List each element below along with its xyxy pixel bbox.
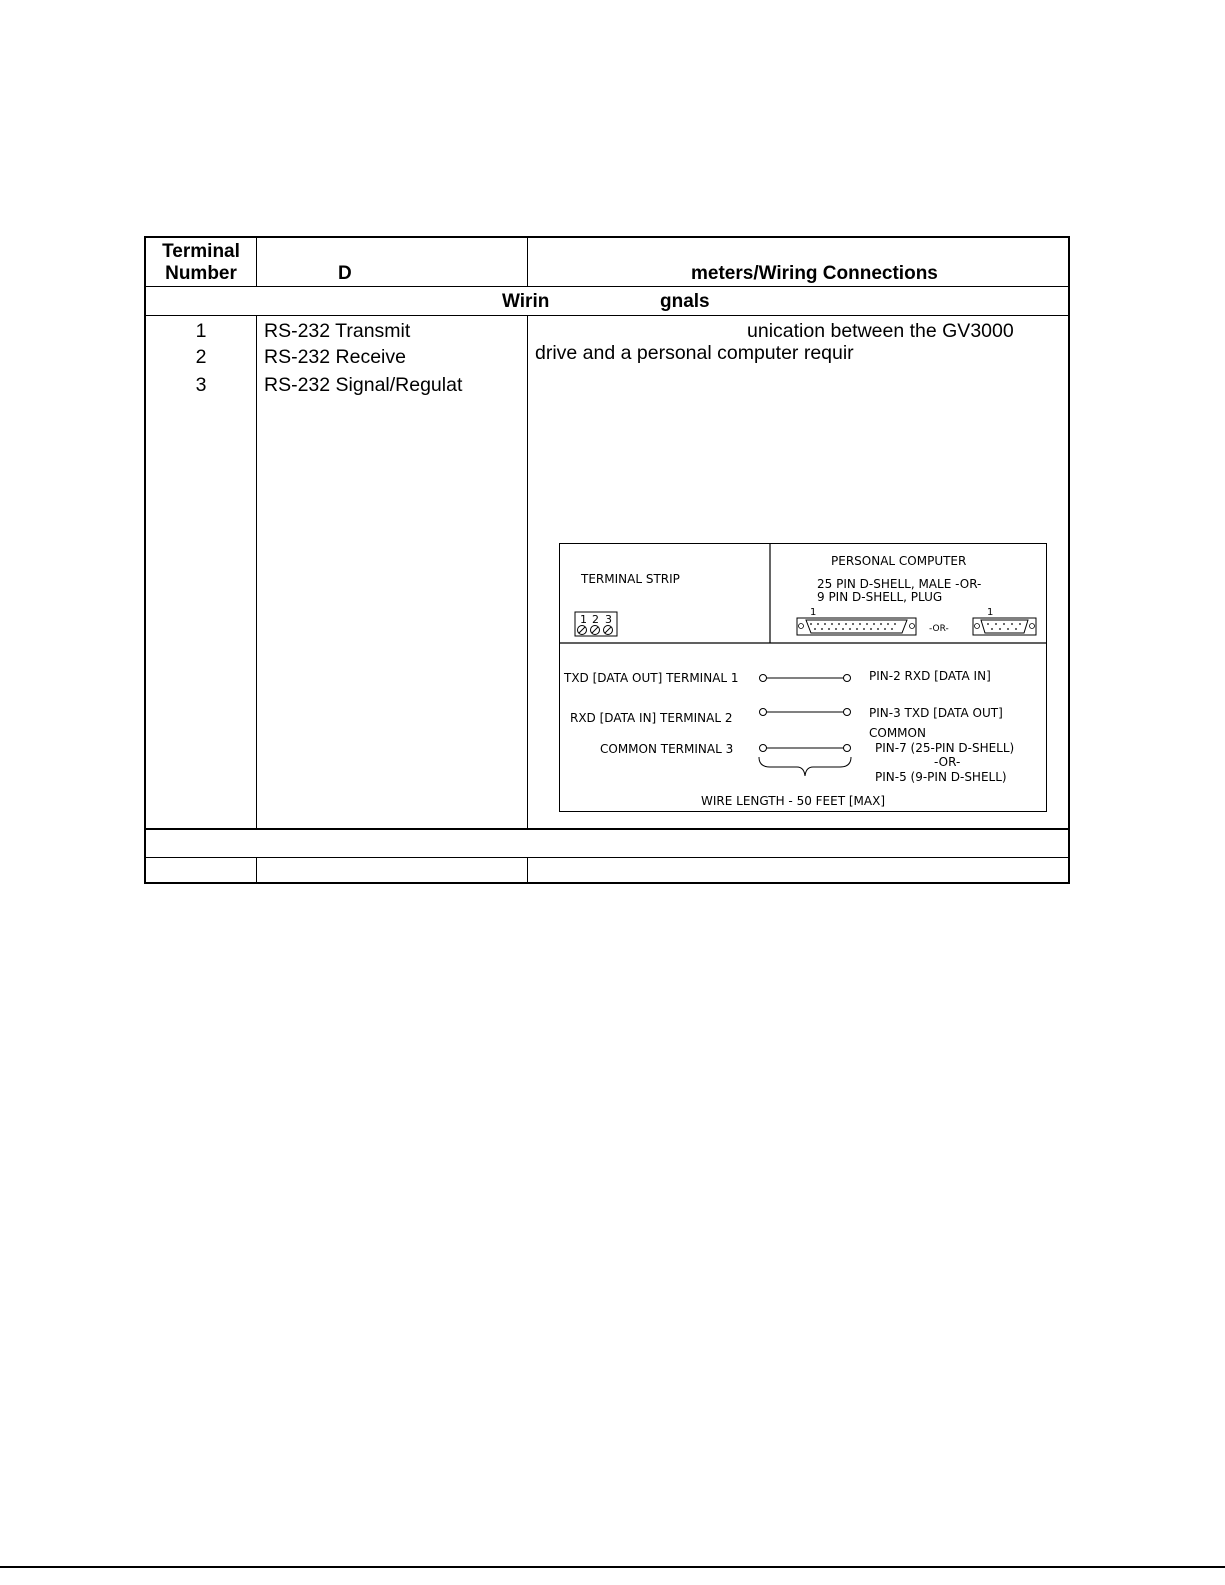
column-divider <box>527 315 528 828</box>
row-rule <box>146 828 1068 830</box>
page-bottom-rule <box>0 1566 1225 1568</box>
row-rule <box>146 315 1068 316</box>
rxd-label: RXD [DATA IN] TERMINAL 2 <box>570 711 733 725</box>
header-terminal-line1: Terminal <box>162 241 240 262</box>
wire-3 <box>760 745 851 752</box>
common-right-label: COMMON <box>869 726 926 740</box>
column-divider <box>256 238 257 286</box>
wire-2 <box>760 709 851 716</box>
wiring-diagram-svg <box>560 544 1046 811</box>
terminal-description: RS-232 Receive <box>264 346 406 368</box>
body-text-line2: drive and a personal computer requir <box>535 342 854 364</box>
section-title-left: Wirin <box>502 291 550 312</box>
terminal-number: 3 <box>195 374 207 396</box>
body-text-line1: unication between the GV3000 <box>747 320 1014 342</box>
terminal-strip-label: TERMINAL STRIP <box>581 572 680 586</box>
strip-number: 2 <box>592 613 599 626</box>
terminal-strip-icon <box>575 612 617 636</box>
common-label: COMMON TERMINAL 3 <box>600 742 734 756</box>
header-parameters: meters/Wiring Connections <box>691 263 938 284</box>
pin7-label: PIN-7 (25-PIN D-SHELL) <box>875 741 1015 755</box>
terminal-number: 1 <box>195 320 207 342</box>
wire-length-label: WIRE LENGTH - 50 FEET [MAX] <box>701 794 886 808</box>
pc-line2: 9 PIN D-SHELL, PLUG <box>817 590 943 604</box>
terminal-number: 2 <box>195 346 207 368</box>
db9-connector-icon <box>973 618 1036 635</box>
pin1-label: 1 <box>810 607 817 618</box>
or-label: -OR- <box>929 624 949 634</box>
terminal-description: RS-232 Signal/Regulat <box>264 374 463 396</box>
header-terminal-line2: Number <box>165 263 237 284</box>
column-divider <box>527 238 528 286</box>
or-label-2: -OR- <box>934 755 961 769</box>
pin1-label: 1 <box>987 607 994 618</box>
txd-label: TXD [DATA OUT] TERMINAL 1 <box>564 671 739 685</box>
terminal-description: RS-232 Transmit <box>264 320 411 342</box>
row-rule <box>146 857 1068 858</box>
wire-bundle-brace <box>759 757 851 776</box>
header-terminal-number <box>146 242 256 283</box>
row-rule <box>146 286 1068 287</box>
db25-connector-icon <box>797 618 916 635</box>
column-divider <box>256 315 257 828</box>
pin2-label: PIN-2 RXD [DATA IN] <box>869 669 991 683</box>
pin3-label: PIN-3 TXD [DATA OUT] <box>869 706 1003 720</box>
header-description: D <box>338 263 352 284</box>
column-divider <box>527 857 528 884</box>
pc-line1: 25 PIN D-SHELL, MALE -OR- <box>817 577 982 591</box>
section-title-right: gnals <box>660 291 710 312</box>
strip-number: 1 <box>580 613 587 626</box>
pc-title: PERSONAL COMPUTER <box>831 554 967 568</box>
terminal-table <box>144 236 1070 884</box>
column-divider <box>256 857 257 884</box>
strip-number: 3 <box>605 613 612 626</box>
wire-1 <box>760 675 851 682</box>
wiring-diagram <box>559 543 1047 812</box>
pin5-label: PIN-5 (9-PIN D-SHELL) <box>875 770 1007 784</box>
